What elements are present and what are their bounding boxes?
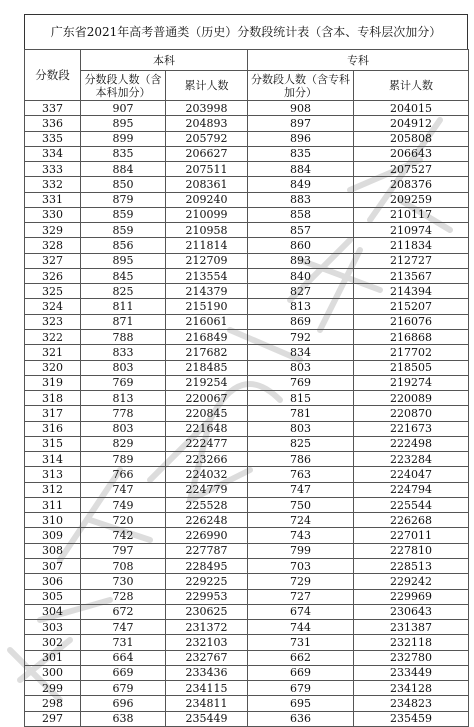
benke-count-cell: 708 xyxy=(81,558,166,573)
table-row xyxy=(25,711,469,726)
table-row xyxy=(25,345,469,360)
benke-count-cell: 856 xyxy=(81,238,166,253)
benke-cumulative-cell: 206627 xyxy=(166,146,248,161)
benke-cumulative-cell: 222477 xyxy=(166,436,248,451)
benke-cumulative-cell: 221648 xyxy=(166,421,248,436)
table-row xyxy=(25,177,469,192)
zhuanke-cumulative-cell: 219274 xyxy=(354,375,469,390)
table-row xyxy=(25,375,469,390)
benke-cumulative-cell: 204893 xyxy=(166,116,248,131)
table-row xyxy=(25,696,469,711)
benke-cumulative-header: 累计人数 xyxy=(166,71,248,101)
benke-cumulative-cell: 210958 xyxy=(166,223,248,238)
benke-cumulative-cell: 226248 xyxy=(166,513,248,528)
table-row xyxy=(25,223,469,238)
benke-count-cell: 850 xyxy=(81,177,166,192)
score-cell: 314 xyxy=(25,452,81,467)
score-cell: 302 xyxy=(25,635,81,650)
table-row xyxy=(25,452,469,467)
benke-count-cell: 845 xyxy=(81,268,166,283)
zhuanke-count-cell: 835 xyxy=(248,146,354,161)
zhuanke-count-cell: 857 xyxy=(248,223,354,238)
benke-count-cell: 797 xyxy=(81,543,166,558)
zhuanke-count-header: 分数段人数（含专科加分） xyxy=(248,71,354,101)
zhuanke-count-cell: 724 xyxy=(248,513,354,528)
table-row xyxy=(25,391,469,406)
table-row xyxy=(25,635,469,650)
benke-count-cell: 825 xyxy=(81,284,166,299)
zhuanke-cumulative-cell: 232118 xyxy=(354,635,469,650)
zhuanke-count-cell: 763 xyxy=(248,467,354,482)
score-cell: 312 xyxy=(25,482,81,497)
score-cell: 326 xyxy=(25,268,81,283)
benke-count-cell: 859 xyxy=(81,223,166,238)
zhuanke-cumulative-cell: 210117 xyxy=(354,207,469,222)
benke-cumulative-cell: 223266 xyxy=(166,452,248,467)
table-row xyxy=(25,284,469,299)
benke-cumulative-cell: 232103 xyxy=(166,635,248,650)
zhuanke-count-cell: 679 xyxy=(248,681,354,696)
benke-count-cell: 788 xyxy=(81,329,166,344)
zhuanke-cumulative-cell: 217702 xyxy=(354,345,469,360)
zhuanke-cumulative-cell: 231387 xyxy=(354,620,469,635)
benke-cumulative-cell: 234811 xyxy=(166,696,248,711)
score-cell: 324 xyxy=(25,299,81,314)
table-row xyxy=(25,360,469,375)
benke-count-cell: 879 xyxy=(81,192,166,207)
zhuanke-count-cell: 858 xyxy=(248,207,354,222)
table-row xyxy=(25,497,469,512)
score-cell: 306 xyxy=(25,574,81,589)
zhuanke-cumulative-cell: 216076 xyxy=(354,314,469,329)
zhuanke-count-cell: 747 xyxy=(248,482,354,497)
table-row xyxy=(25,268,469,283)
score-column-header: 分数段 xyxy=(25,50,81,101)
table-row xyxy=(25,299,469,314)
table-row xyxy=(25,192,469,207)
zhuanke-count-cell: 669 xyxy=(248,665,354,680)
score-cell: 300 xyxy=(25,665,81,680)
benke-cumulative-cell: 217682 xyxy=(166,345,248,360)
benke-cumulative-cell: 224032 xyxy=(166,467,248,482)
zhuanke-count-cell: 792 xyxy=(248,329,354,344)
zhuanke-count-cell: 750 xyxy=(248,497,354,512)
benke-cumulative-cell: 224779 xyxy=(166,482,248,497)
benke-cumulative-cell: 214379 xyxy=(166,284,248,299)
benke-cumulative-cell: 228495 xyxy=(166,558,248,573)
zhuanke-cumulative-cell: 211834 xyxy=(354,238,469,253)
benke-group-header: 本科 xyxy=(81,50,248,71)
score-cell: 334 xyxy=(25,146,81,161)
table-row xyxy=(25,543,469,558)
score-cell: 329 xyxy=(25,223,81,238)
benke-cumulative-cell: 218485 xyxy=(166,360,248,375)
zhuanke-count-cell: 703 xyxy=(248,558,354,573)
zhuanke-count-cell: 883 xyxy=(248,192,354,207)
benke-count-cell: 813 xyxy=(81,391,166,406)
score-cell: 307 xyxy=(25,558,81,573)
score-cell: 309 xyxy=(25,528,81,543)
zhuanke-cumulative-cell: 235459 xyxy=(354,711,469,726)
benke-cumulative-cell: 227787 xyxy=(166,543,248,558)
zhuanke-cumulative-cell: 227011 xyxy=(354,528,469,543)
score-cell: 322 xyxy=(25,329,81,344)
score-cell: 330 xyxy=(25,207,81,222)
zhuanke-count-cell: 769 xyxy=(248,375,354,390)
zhuanke-cumulative-cell: 218505 xyxy=(354,360,469,375)
benke-cumulative-cell: 212709 xyxy=(166,253,248,268)
table-row xyxy=(25,207,469,222)
benke-cumulative-cell: 210099 xyxy=(166,207,248,222)
zhuanke-cumulative-cell: 204912 xyxy=(354,116,469,131)
zhuanke-count-cell: 869 xyxy=(248,314,354,329)
score-cell: 311 xyxy=(25,497,81,512)
table-row xyxy=(25,329,469,344)
zhuanke-cumulative-cell: 212727 xyxy=(354,253,469,268)
zhuanke-count-cell: 731 xyxy=(248,635,354,650)
score-cell: 332 xyxy=(25,177,81,192)
table-row xyxy=(25,589,469,604)
zhuanke-cumulative-cell: 209259 xyxy=(354,192,469,207)
zhuanke-cumulative-cell: 208376 xyxy=(354,177,469,192)
zhuanke-cumulative-cell: 216868 xyxy=(354,329,469,344)
table-row xyxy=(25,421,469,436)
zhuanke-count-cell: 897 xyxy=(248,116,354,131)
table-row xyxy=(25,406,469,421)
zhuanke-cumulative-cell: 213567 xyxy=(354,268,469,283)
benke-count-cell: 669 xyxy=(81,665,166,680)
zhuanke-count-cell: 908 xyxy=(248,101,354,116)
table-row xyxy=(25,513,469,528)
zhuanke-count-cell: 695 xyxy=(248,696,354,711)
zhuanke-cumulative-cell: 227810 xyxy=(354,543,469,558)
score-cell: 308 xyxy=(25,543,81,558)
zhuanke-cumulative-cell: 204015 xyxy=(354,101,469,116)
table-row xyxy=(25,620,469,635)
score-cell: 323 xyxy=(25,314,81,329)
benke-count-cell: 679 xyxy=(81,681,166,696)
zhuanke-cumulative-cell: 230643 xyxy=(354,604,469,619)
benke-count-cell: 884 xyxy=(81,162,166,177)
zhuanke-cumulative-cell: 234823 xyxy=(354,696,469,711)
zhuanke-count-cell: 815 xyxy=(248,391,354,406)
zhuanke-count-cell: 799 xyxy=(248,543,354,558)
score-cell: 301 xyxy=(25,650,81,665)
benke-cumulative-cell: 209240 xyxy=(166,192,248,207)
score-cell: 315 xyxy=(25,436,81,451)
zhuanke-count-cell: 636 xyxy=(248,711,354,726)
zhuanke-cumulative-cell: 229242 xyxy=(354,574,469,589)
score-cell: 335 xyxy=(25,131,81,146)
zhuanke-count-cell: 860 xyxy=(248,238,354,253)
benke-cumulative-cell: 235449 xyxy=(166,711,248,726)
table-title: 广东省2021年高考普通类（历史）分数段统计表（含本、专科层次加分） xyxy=(24,14,468,49)
benke-count-cell: 789 xyxy=(81,452,166,467)
benke-cumulative-cell: 208361 xyxy=(166,177,248,192)
score-cell: 313 xyxy=(25,467,81,482)
score-cell: 321 xyxy=(25,345,81,360)
zhuanke-count-cell: 674 xyxy=(248,604,354,619)
benke-count-cell: 871 xyxy=(81,314,166,329)
benke-cumulative-cell: 226990 xyxy=(166,528,248,543)
zhuanke-cumulative-cell: 234128 xyxy=(354,681,469,696)
zhuanke-cumulative-cell: 228513 xyxy=(354,558,469,573)
zhuanke-count-cell: 729 xyxy=(248,574,354,589)
score-cell: 317 xyxy=(25,406,81,421)
benke-count-cell: 899 xyxy=(81,131,166,146)
table-body xyxy=(25,101,469,727)
benke-cumulative-cell: 219254 xyxy=(166,375,248,390)
benke-count-cell: 835 xyxy=(81,146,166,161)
score-cell: 310 xyxy=(25,513,81,528)
benke-count-cell: 803 xyxy=(81,421,166,436)
zhuanke-cumulative-header: 累计人数 xyxy=(354,71,469,101)
score-cell: 318 xyxy=(25,391,81,406)
zhuanke-cumulative-cell: 206643 xyxy=(354,146,469,161)
benke-cumulative-cell: 232767 xyxy=(166,650,248,665)
benke-cumulative-cell: 231372 xyxy=(166,620,248,635)
benke-count-header: 分数段人数（含本科加分） xyxy=(81,71,166,101)
benke-cumulative-cell: 205792 xyxy=(166,131,248,146)
zhuanke-cumulative-cell: 223284 xyxy=(354,452,469,467)
score-cell: 327 xyxy=(25,253,81,268)
zhuanke-cumulative-cell: 205808 xyxy=(354,131,469,146)
table-row xyxy=(25,314,469,329)
table-row xyxy=(25,162,469,177)
zhuanke-count-cell: 744 xyxy=(248,620,354,635)
benke-cumulative-cell: 234115 xyxy=(166,681,248,696)
table-row xyxy=(25,650,469,665)
score-table xyxy=(24,49,469,727)
score-cell: 316 xyxy=(25,421,81,436)
table-row xyxy=(25,482,469,497)
zhuanke-group-header: 专科 xyxy=(248,50,469,71)
score-cell: 319 xyxy=(25,375,81,390)
table-row xyxy=(25,681,469,696)
score-cell: 320 xyxy=(25,360,81,375)
zhuanke-count-cell: 781 xyxy=(248,406,354,421)
table-row xyxy=(25,574,469,589)
zhuanke-cumulative-cell: 224047 xyxy=(354,467,469,482)
zhuanke-count-cell: 827 xyxy=(248,284,354,299)
benke-count-cell: 731 xyxy=(81,635,166,650)
table-row xyxy=(25,101,469,116)
score-distribution-sheet xyxy=(24,14,468,727)
zhuanke-cumulative-cell: 220870 xyxy=(354,406,469,421)
benke-count-cell: 742 xyxy=(81,528,166,543)
benke-cumulative-cell: 215190 xyxy=(166,299,248,314)
benke-cumulative-cell: 216849 xyxy=(166,329,248,344)
table-row xyxy=(25,436,469,451)
table-row xyxy=(25,238,469,253)
zhuanke-cumulative-cell: 224794 xyxy=(354,482,469,497)
benke-count-cell: 766 xyxy=(81,467,166,482)
zhuanke-cumulative-cell: 225544 xyxy=(354,497,469,512)
benke-cumulative-cell: 220845 xyxy=(166,406,248,421)
zhuanke-cumulative-cell: 207527 xyxy=(354,162,469,177)
benke-count-cell: 747 xyxy=(81,620,166,635)
table-row xyxy=(25,253,469,268)
zhuanke-count-cell: 849 xyxy=(248,177,354,192)
benke-count-cell: 720 xyxy=(81,513,166,528)
score-cell: 325 xyxy=(25,284,81,299)
benke-count-cell: 833 xyxy=(81,345,166,360)
benke-cumulative-cell: 229225 xyxy=(166,574,248,589)
benke-cumulative-cell: 230625 xyxy=(166,604,248,619)
zhuanke-count-cell: 743 xyxy=(248,528,354,543)
table-row xyxy=(25,665,469,680)
benke-count-cell: 811 xyxy=(81,299,166,314)
zhuanke-count-cell: 893 xyxy=(248,253,354,268)
benke-count-cell: 907 xyxy=(81,101,166,116)
benke-count-cell: 696 xyxy=(81,696,166,711)
benke-count-cell: 664 xyxy=(81,650,166,665)
score-cell: 337 xyxy=(25,101,81,116)
zhuanke-cumulative-cell: 220089 xyxy=(354,391,469,406)
zhuanke-cumulative-cell: 214394 xyxy=(354,284,469,299)
benke-count-cell: 749 xyxy=(81,497,166,512)
score-cell: 331 xyxy=(25,192,81,207)
score-cell: 333 xyxy=(25,162,81,177)
zhuanke-count-cell: 896 xyxy=(248,131,354,146)
benke-cumulative-cell: 216061 xyxy=(166,314,248,329)
benke-cumulative-cell: 207511 xyxy=(166,162,248,177)
benke-count-cell: 829 xyxy=(81,436,166,451)
score-cell: 297 xyxy=(25,711,81,726)
table-row xyxy=(25,116,469,131)
score-cell: 305 xyxy=(25,589,81,604)
benke-count-cell: 803 xyxy=(81,360,166,375)
zhuanke-count-cell: 727 xyxy=(248,589,354,604)
score-cell: 298 xyxy=(25,696,81,711)
zhuanke-count-cell: 813 xyxy=(248,299,354,314)
benke-cumulative-cell: 225528 xyxy=(166,497,248,512)
zhuanke-count-cell: 884 xyxy=(248,162,354,177)
benke-count-cell: 728 xyxy=(81,589,166,604)
score-cell: 299 xyxy=(25,681,81,696)
zhuanke-count-cell: 834 xyxy=(248,345,354,360)
zhuanke-cumulative-cell: 226268 xyxy=(354,513,469,528)
benke-count-cell: 730 xyxy=(81,574,166,589)
score-cell: 304 xyxy=(25,604,81,619)
zhuanke-cumulative-cell: 222498 xyxy=(354,436,469,451)
score-cell: 328 xyxy=(25,238,81,253)
zhuanke-count-cell: 803 xyxy=(248,360,354,375)
zhuanke-count-cell: 786 xyxy=(248,452,354,467)
score-cell: 303 xyxy=(25,620,81,635)
benke-cumulative-cell: 229953 xyxy=(166,589,248,604)
benke-count-cell: 638 xyxy=(81,711,166,726)
zhuanke-count-cell: 840 xyxy=(248,268,354,283)
zhuanke-count-cell: 803 xyxy=(248,421,354,436)
benke-cumulative-cell: 213554 xyxy=(166,268,248,283)
benke-count-cell: 769 xyxy=(81,375,166,390)
zhuanke-count-cell: 825 xyxy=(248,436,354,451)
table-row xyxy=(25,604,469,619)
benke-count-cell: 895 xyxy=(81,253,166,268)
table-row xyxy=(25,558,469,573)
score-cell: 336 xyxy=(25,116,81,131)
zhuanke-cumulative-cell: 233449 xyxy=(354,665,469,680)
table-row xyxy=(25,528,469,543)
benke-cumulative-cell: 233436 xyxy=(166,665,248,680)
zhuanke-cumulative-cell: 229969 xyxy=(354,589,469,604)
benke-count-cell: 672 xyxy=(81,604,166,619)
table-row xyxy=(25,131,469,146)
benke-count-cell: 747 xyxy=(81,482,166,497)
benke-count-cell: 778 xyxy=(81,406,166,421)
zhuanke-cumulative-cell: 221673 xyxy=(354,421,469,436)
table-row xyxy=(25,467,469,482)
benke-cumulative-cell: 203998 xyxy=(166,101,248,116)
benke-cumulative-cell: 220067 xyxy=(166,391,248,406)
zhuanke-cumulative-cell: 232780 xyxy=(354,650,469,665)
zhuanke-cumulative-cell: 210974 xyxy=(354,223,469,238)
benke-count-cell: 859 xyxy=(81,207,166,222)
benke-cumulative-cell: 211814 xyxy=(166,238,248,253)
zhuanke-count-cell: 662 xyxy=(248,650,354,665)
benke-count-cell: 895 xyxy=(81,116,166,131)
zhuanke-cumulative-cell: 215207 xyxy=(354,299,469,314)
table-row xyxy=(25,146,469,161)
